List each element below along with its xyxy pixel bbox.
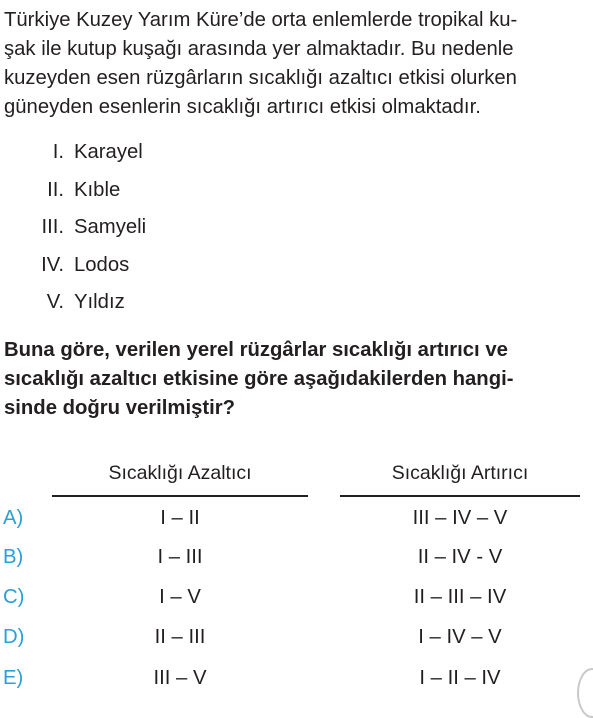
answer-option-d[interactable] [0, 626, 593, 656]
list-item [0, 137, 300, 175]
option-decreasing: I – II [160, 507, 200, 529]
intro-line: kuzeyden esen rüzgârların sıcaklığı azaltıcı etkisi olurken [4, 67, 517, 89]
header-divider [340, 495, 580, 497]
list-item [0, 250, 300, 288]
question-line: sinde doğru verilmiştir? [4, 397, 236, 419]
option-increasing: III – IV – V [412, 507, 508, 529]
item-number: IV. [41, 253, 64, 276]
item-text: Samyeli [74, 216, 147, 238]
intro-line: güneyden esenlerin sıcaklığı artırıcı etkisi olmaktadır. [4, 96, 481, 118]
option-decreasing: I – V [159, 586, 201, 608]
option-increasing: II – IV - V [417, 546, 503, 568]
option-increasing: I – II – IV [419, 667, 501, 689]
answer-option-a[interactable] [0, 507, 593, 537]
item-number: II. [47, 178, 64, 201]
option-letter[interactable]: B) [3, 546, 24, 568]
item-number: V. [46, 291, 64, 313]
option-letter[interactable]: D) [3, 626, 25, 648]
option-decreasing: I – III [157, 546, 203, 568]
item-number: III. [41, 216, 64, 238]
question-line: sıcaklığı azaltıcı etkisine göre aşağıdakilerden hangi- [4, 368, 514, 390]
question-stem [4, 336, 592, 423]
intro-paragraph [4, 6, 590, 122]
item-text: Kıble [74, 178, 121, 201]
option-decreasing: II – III [154, 626, 206, 648]
option-letter[interactable]: C) [3, 586, 25, 608]
column-header-decreasing: Sıcaklığı Azaltıcı [108, 462, 252, 484]
intro-line: şak ile kutup kuşağı arasında yer almaktadır. Bu nedenle [4, 38, 514, 60]
list-item [0, 212, 300, 250]
wind-list [0, 137, 300, 325]
item-text: Karayel [74, 141, 143, 163]
header-divider [52, 495, 308, 497]
option-letter[interactable]: E) [3, 667, 24, 689]
option-letter[interactable]: A) [3, 507, 24, 529]
item-text: Lodos [74, 253, 130, 276]
intro-line: Türkiye Kuzey Yarım Küre’de orta enlemlerde tropikal ku- [4, 9, 518, 31]
option-decreasing: III – V [153, 667, 207, 689]
list-item [0, 175, 300, 213]
column-header-increasing: Sıcaklığı Artırıcı [391, 462, 529, 484]
list-item [0, 287, 300, 325]
item-text: Yıldız [74, 291, 125, 313]
item-number: I. [52, 141, 64, 163]
answer-option-c[interactable] [0, 586, 593, 616]
option-increasing: II – III – IV [413, 586, 507, 608]
answer-option-b[interactable] [0, 546, 593, 576]
question-line: Buna göre, verilen yerel rüzgârlar sıcaklığı artırıcı ve [4, 339, 508, 361]
option-increasing: I – IV – V [418, 626, 502, 648]
answer-option-e[interactable] [0, 667, 593, 697]
